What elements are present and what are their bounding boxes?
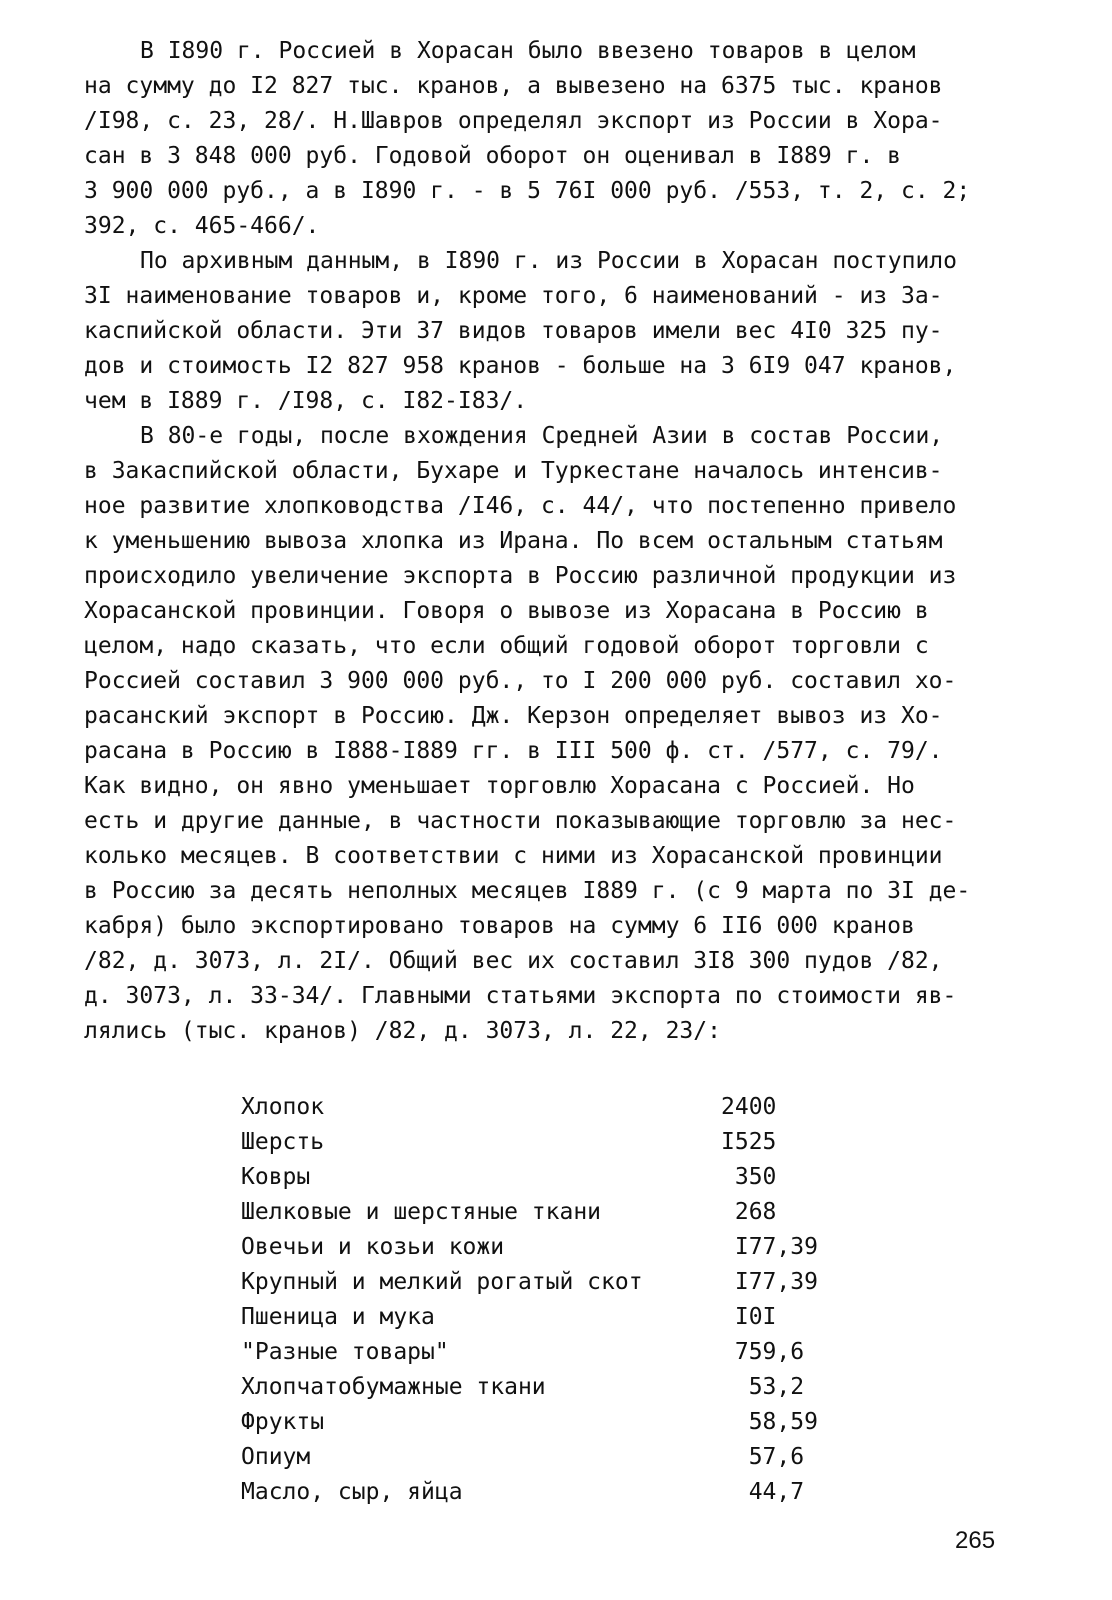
commodity-name: Хлопок xyxy=(241,1094,325,1120)
commodity-value: I77,39 xyxy=(721,1234,818,1260)
text-line: 392, с. 465-466/. xyxy=(84,213,320,239)
text-line: сан в 3 848 000 руб. Годовой оборот он оценивал в I889 г. в xyxy=(84,143,901,169)
commodity-value: 57,6 xyxy=(721,1444,805,1470)
text-line: Хорасанской провинции. Говоря о вывозе из Хорасана в Россию в xyxy=(84,598,929,624)
text-line: в Россию за десять неполных месяцев I889 г. (с 9 марта по 3I де- xyxy=(84,878,971,904)
commodity-name: "Разные товары" xyxy=(241,1339,449,1365)
table-row xyxy=(241,1265,861,1300)
text-line: В 80-е годы, после вхождения Средней Азии в состав России, xyxy=(140,423,944,449)
body-text xyxy=(84,34,1024,1049)
text-line: происходило увеличение экспорта в Россию различной продукции из xyxy=(84,563,957,589)
table-row xyxy=(241,1370,861,1405)
page-number: 265 xyxy=(955,1527,996,1554)
commodity-value: 268 xyxy=(721,1199,777,1225)
commodity-value: 759,6 xyxy=(721,1339,805,1365)
table-row xyxy=(241,1475,861,1510)
text-line: расанский экспорт в Россию. Дж. Керзон определяет вывоз из Хо- xyxy=(84,703,943,729)
table-row xyxy=(241,1230,861,1265)
commodity-value: 44,7 xyxy=(721,1479,805,1505)
text-line: дов и стоимость I2 827 958 кранов - больше на 3 6I9 047 кранов, xyxy=(84,353,957,379)
commodity-name: Опиум xyxy=(241,1444,311,1470)
commodity-name: Фрукты xyxy=(241,1409,325,1435)
text-line: /I98, с. 23, 28/. Н.Шавров определял экспорт из России в Хора- xyxy=(84,108,943,134)
table-row xyxy=(241,1405,861,1440)
table-row xyxy=(241,1440,861,1475)
commodity-value: 2400 xyxy=(721,1094,777,1120)
commodity-value: I525 xyxy=(721,1129,777,1155)
commodity-name: Шелковые и шерстяные ткани xyxy=(241,1199,602,1225)
text-line: 3 900 000 руб., а в I890 г. - в 5 76I 000 руб. /553, т. 2, с. 2; xyxy=(84,178,971,204)
table-row xyxy=(241,1300,861,1335)
table-row xyxy=(241,1160,861,1195)
text-line: д. 3073, л. 33-34/. Главными статьями экспорта по стоимости яв- xyxy=(84,983,957,1009)
text-line: к уменьшению вывоза хлопка из Ирана. По всем остальным статьям xyxy=(84,528,943,554)
text-line: /82, д. 3073, л. 2I/. Общий вес их составил 3I8 300 пудов /82, xyxy=(84,948,943,974)
export-commodity-table xyxy=(241,1090,861,1510)
text-line: расана в Россию в I888-I889 гг. в III 500 ф. ст. /577, с. 79/. xyxy=(84,738,943,764)
text-line: целом, надо сказать, что если общий годовой оборот торговли с xyxy=(84,633,929,659)
table-row xyxy=(241,1125,861,1160)
text-line: Россией составил 3 900 000 руб., то I 200 000 руб. составил хо- xyxy=(84,668,957,694)
text-line: лялись (тыс. кранов) /82, д. 3073, л. 22, 23/: xyxy=(84,1018,721,1044)
text-line: колько месяцев. В соответствии с ними из Хорасанской провинции xyxy=(84,843,943,869)
text-line: кабря) было экспортировано товаров на сумму 6 II6 000 кранов xyxy=(84,913,915,939)
text-line: каспийской области. Эти 37 видов товаров имели вес 4I0 325 пу- xyxy=(84,318,943,344)
commodity-name: Ковры xyxy=(241,1164,311,1190)
commodity-name: Овечьи и козьи кожи xyxy=(241,1234,505,1260)
text-line: В I890 г. Россией в Хорасан было ввезено товаров в целом xyxy=(140,38,916,64)
text-line: в Закаспийской области, Бухаре и Туркестане началось интенсив- xyxy=(84,458,943,484)
commodity-value: 53,2 xyxy=(721,1374,805,1400)
text-line: чем в I889 г. /I98, с. I82-I83/. xyxy=(84,388,528,414)
commodity-value: I77,39 xyxy=(721,1269,818,1295)
text-line: на сумму до I2 827 тыс. кранов, а вывезено на 6375 тыс. кранов xyxy=(84,73,943,99)
commodity-value: 350 xyxy=(721,1164,777,1190)
text-line: есть и другие данные, в частности показывающие торговлю за нес- xyxy=(84,808,957,834)
commodity-name: Пшеница и мука xyxy=(241,1304,435,1330)
commodity-name: Масло, сыр, яйца xyxy=(241,1479,463,1505)
text-line: ное развитие хлопководства /I46, с. 44/, что постепенно привело xyxy=(84,493,957,519)
text-line: 3I наименование товаров и, кроме того, 6 наименований - из За- xyxy=(84,283,943,309)
text-line: Как видно, он явно уменьшает торговлю Хорасана с Россией. Но xyxy=(84,773,915,799)
table-row xyxy=(241,1335,861,1370)
commodity-name: Крупный и мелкий рогатый скот xyxy=(241,1269,643,1295)
commodity-value: 58,59 xyxy=(721,1409,818,1435)
commodity-name: Шерсть xyxy=(241,1129,325,1155)
text-line: По архивным данным, в I890 г. из России в Хорасан поступило xyxy=(140,248,957,274)
commodity-value: I0I xyxy=(721,1304,777,1330)
commodity-name: Хлопчатобумажные ткани xyxy=(241,1374,546,1400)
table-row xyxy=(241,1090,861,1125)
table-row xyxy=(241,1195,861,1230)
